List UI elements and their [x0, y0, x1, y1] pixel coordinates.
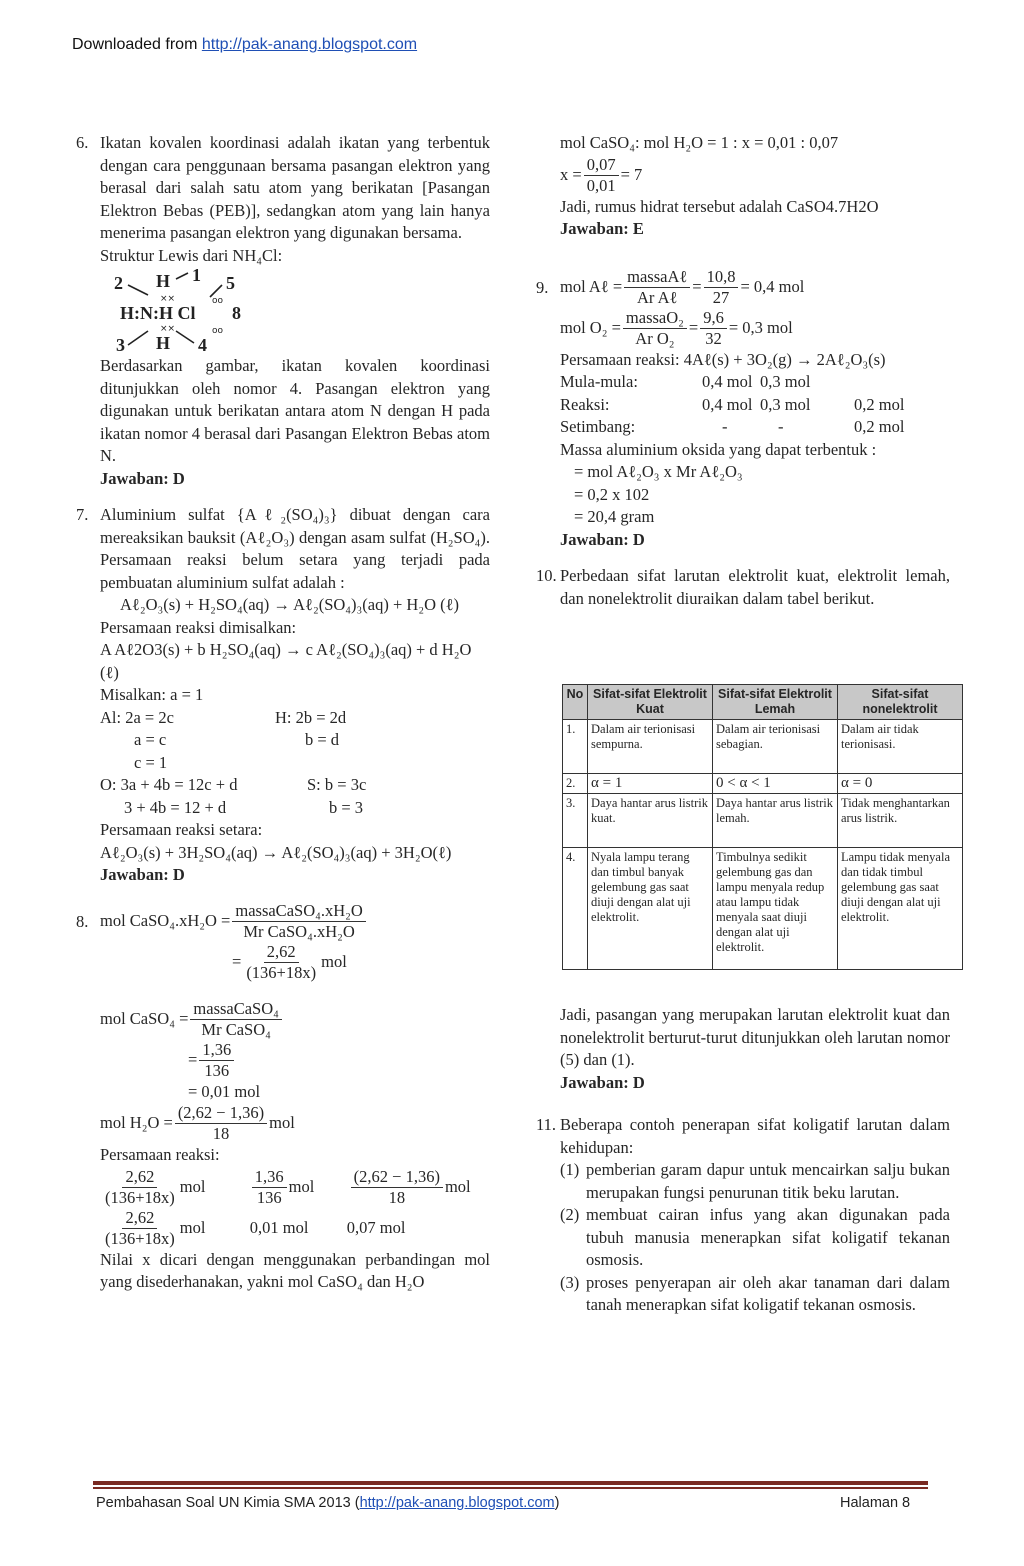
equation-mol-caso4-3: = 0,01 mol	[188, 1081, 261, 1101]
question-8	[76, 901, 490, 1294]
question-text: Aluminium sulfat {Aℓ₂(SO₄)₃} dibuat dengan cara mereaksikan bauksit (Aℓ₂O₃) dengan asam sulfat (H₂SO₄). Persamaan reaksi belum setara yang terjadi pada pembuatan aluminium sulfat adalah :	[100, 505, 490, 592]
question-text: Perbedaan sifat larutan elektrolit kuat, elektrolit lemah, dan nonelektrolit diuraikan dalam tabel berikut.	[560, 566, 950, 608]
question-9	[536, 267, 950, 552]
equation-unbalanced: Aℓ₂O₃(s) + H₂SO₄(aq) → Aℓ₂(SO₄)₃(aq) + H₂O (ℓ)	[120, 595, 459, 614]
table-cell: Daya hantar arus listrik kuat.	[588, 794, 713, 848]
table-row	[563, 794, 963, 848]
s-eq-1: S: b = 3c	[307, 775, 367, 794]
h-eq-2: b = d	[305, 730, 340, 749]
lewis-caption: Struktur Lewis dari NH₄Cl:	[100, 245, 283, 265]
left-column	[76, 132, 490, 1294]
question-10	[536, 565, 950, 610]
question-8-continued	[536, 132, 950, 241]
equation-mol-hydrate: mol CaSO₄.xH₂O = $\frac{\text{massaCaSO₄.xH₂O}}{\text{Mr CaSO₄.xH₂O}}$	[100, 901, 490, 942]
header-link[interactable]: http://pak-anang.blogspot.com	[201, 36, 418, 53]
equation-mol-hydrate-2: = $\frac{2,62}{(136+18x)}$ mol	[232, 941, 347, 982]
conclusion: Jadi, pasangan yang merupakan larutan elektrolit kuat dan nonelektrolit berturut-turut ditunjukkan oleh larutan nomor (5) dan (1).	[560, 1005, 950, 1069]
table-row	[563, 774, 963, 794]
line: Persamaan reaksi dimisalkan:	[100, 617, 297, 637]
answer: Jawaban: D	[560, 1072, 645, 1092]
mass-label: Massa aluminium oksida yang dapat terbentuk :	[560, 439, 877, 459]
lewis-label-1: 1	[192, 267, 201, 285]
footer-title	[96, 1495, 559, 1511]
reaction-row-1: $\frac{2,62}{(136+18x)}$ mol $\frac{1,36}{136}$ mol $\frac{(2,62 - 1,36)}{18}$ mol	[105, 1166, 471, 1207]
question-7	[76, 504, 490, 887]
lewis-structure-diagram	[108, 267, 268, 355]
table-row	[563, 848, 963, 970]
footer-rule-thin	[93, 1487, 928, 1489]
table-cell: Daya hantar arus listrik lemah.	[713, 794, 838, 848]
x-equation: x = $\frac{0,07}{0,01}$ = 7	[560, 154, 643, 195]
footer-text: Pembahasan Soal UN Kimia SMA 2013 (	[96, 1495, 360, 1511]
s-eq-2: b = 3	[329, 797, 364, 817]
table-cell: Timbulnya sedikit gelembung gas dan lampu menyala redup atau lampu tidak menyala saat diuji dengan alat uji elektrolit.	[713, 848, 838, 970]
svg-text:××: ××	[160, 324, 176, 334]
mol-ratio: mol CaSO₄: mol H₂O = 1 : x = 0,01 : 0,07	[560, 133, 839, 152]
table-header-row	[563, 685, 963, 720]
table-header: Sifat-sifat nonelektrolit	[838, 685, 963, 720]
table-cell: 0 < α < 1	[713, 774, 838, 794]
lewis-bottom-h: H	[156, 333, 171, 353]
table-cell: α = 1	[588, 774, 713, 794]
table-header: Sifat-sifat Elektrolit Kuat	[588, 685, 713, 720]
question-number: 11.	[536, 1115, 557, 1134]
page-number: Halaman 8	[840, 1495, 911, 1511]
o-eq-2: 3 + 4b = 12 + d	[124, 797, 227, 817]
footer-rule	[93, 1481, 928, 1485]
question-number: 9.	[536, 277, 549, 297]
table-cell: Lampu tidak menyala dan tidak timbul gelembung gas saat diuji dengan alat uji elektrolit.	[838, 848, 963, 970]
line: A Aℓ2O3(s) + b H₂SO₄(aq) → c Aℓ₂(SO₄)₃(aq) + d H₂O (ℓ)	[100, 640, 472, 682]
stoich-row: Reaksi: 0,4 mol 0,3 mol 0,2 mol	[560, 394, 905, 414]
mass-step: = mol Aℓ₂O₃ x Mr Aℓ₂O₃	[574, 462, 743, 481]
list-item: (1) pemberian garam dapur untuk mencairkan salju bukan merupakan fungsi penurunan titik beku larutan.	[560, 1160, 950, 1202]
table-header: No	[563, 685, 588, 720]
mass-step: = 0,2 x 102	[574, 484, 650, 504]
lewis-formula: H:N:H Cl	[120, 303, 196, 323]
equation-mol-o2: mol O₂ = $\frac{\text{massaO₂}}{\text{Ar O₂}}$ = $\frac{9,6}{32}$ = 0,3 mol	[560, 307, 793, 348]
stoich-row: Setimbang: - - 0,2 mol	[560, 417, 905, 436]
question-text: Ikatan kovalen koordinasi adalah ikatan yang terbentuk dengan cara penggunaan bersama pasangan elektron yang berasal dari salah satu atom yang berikatan [Pasangan Elektron Bebas (PEB)], sedangkan atom yang lain hanya menerima pasangan elektron yang digunakan bersama.	[100, 133, 490, 242]
question-6	[76, 132, 490, 490]
table-header: Sifat-sifat Elektrolit Lemah	[713, 685, 838, 720]
question-number: 6.	[76, 133, 89, 152]
o-eq-1: O: 3a + 4b = 12c + d	[100, 775, 238, 794]
al-eq-2: a = c	[134, 730, 167, 749]
question-number: 10.	[536, 566, 557, 585]
question-10-conclusion	[536, 1004, 950, 1094]
table-cell: 2.	[563, 774, 588, 794]
line: Misalkan: a = 1	[100, 685, 204, 704]
lewis-label-8: 8	[232, 303, 241, 323]
equation-mol-al: mol Aℓ = $\frac{\text{massaAℓ}}{\text{Ar Aℓ}}$ = $\frac{10,8}{27}$ = 0,4 mol	[560, 266, 805, 307]
lewis-label-5: 5	[226, 273, 235, 293]
al-eq-1: Al: 2a = 2c	[100, 707, 174, 727]
right-column-lower	[536, 1004, 950, 1317]
table-cell: 4.	[563, 848, 588, 970]
equation-mol-h2o: mol H₂O = $\frac{(2,62 - 1,36)}{18}$ mol	[100, 1103, 295, 1143]
table-cell: 1.	[563, 720, 588, 774]
lewis-top-h: H	[156, 271, 171, 291]
stoich-row: Mula-mula: 0,4 mol 0,3 mol	[560, 372, 811, 391]
table-cell: 3.	[563, 794, 588, 848]
lewis-label-3: 3	[116, 335, 125, 355]
table-row	[563, 720, 963, 774]
line: Persamaan reaksi setara:	[100, 820, 263, 839]
question-number: 8.	[76, 911, 89, 931]
table-cell: Nyala lampu terang dan timbul banyak gelembung gas saat diuji dengan alat uji elektrolit.	[588, 848, 713, 970]
answer: Jawaban: D	[100, 865, 185, 884]
svg-text:oo: oo	[212, 326, 224, 336]
list-item: (3) proses penyerapan air oleh akar tanaman dari dalam tanah menerapkan sifat koligatif tekanan osmosis.	[560, 1272, 950, 1314]
svg-text:××: ××	[160, 294, 176, 304]
table-cell: Tidak menghantarkan arus listrik.	[838, 794, 963, 848]
reaction-equation: Persamaan reaksi: 4Aℓ(s) + 3O₂(g) → 2Aℓ₂O₃(s)	[560, 349, 886, 369]
table-cell: Dalam air tidak terionisasi.	[838, 720, 963, 774]
table-cell: Dalam air terionisasi sempurna.	[588, 720, 713, 774]
footer-link[interactable]: http://pak-anang.blogspot.com	[359, 1495, 555, 1511]
table-cell: Dalam air terionisasi sebagian.	[713, 720, 838, 774]
mass-step: = 20,4 gram	[574, 507, 655, 526]
reaction-label: Persamaan reaksi:	[100, 1145, 220, 1164]
question-text: Nilai x dicari dengan menggunakan perbandingan mol yang disederhanakan, yakni mol CaSO₄ dan H₂O	[100, 1249, 490, 1291]
right-column	[536, 132, 950, 610]
lewis-label-4: 4	[198, 335, 207, 355]
explanation: Berdasarkan gambar, ikatan kovalen koordinasi ditunjukkan oleh nomor 4. Pasangan elektron yang digunakan untuk berikatan antara atom N dengan H pada ikatan nomor 4 berasal dari Pasangan Elektron Bebas atom N.	[100, 356, 490, 465]
equation-mol-caso4: mol CaSO₄ = $\frac{\text{massaCaSO₄}}{\text{Mr CaSO₄}}$	[100, 999, 490, 1040]
answer: Jawaban: D	[100, 468, 185, 488]
answer: Jawaban: E	[560, 219, 644, 238]
al-eq-3: c = 1	[134, 752, 168, 772]
question-11	[536, 1114, 950, 1317]
question-text: Beberapa contoh penerapan sifat koligatif larutan dalam kehidupan:	[560, 1115, 950, 1157]
download-header	[72, 36, 417, 54]
question-number: 7.	[76, 505, 89, 524]
equation-balanced: Aℓ₂O₃(s) + 3H₂SO₄(aq) → Aℓ₂(SO₄)₃(aq) + 3H₂O(ℓ)	[100, 842, 452, 862]
equation-mol-caso4-2: = $\frac{1,36}{136}$	[100, 1040, 490, 1081]
conclusion: Jadi, rumus hidrat tersebut adalah CaSO4.7H2O	[560, 196, 879, 216]
footer-text-close: )	[554, 1495, 560, 1511]
list-item: (2) membuat cairan infus yang akan digunakan pada tubuh manusia menerapkan sifat koligatif tekanan osmosis.	[560, 1205, 950, 1269]
lewis-label-2: 2	[114, 273, 123, 293]
answer: Jawaban: D	[560, 529, 645, 549]
electrolyte-table	[562, 684, 963, 970]
svg-text:oo: oo	[212, 296, 224, 306]
reaction-row-2: $\frac{2,62}{(136+18x)}$ mol 0,01 mol 0,07 mol	[105, 1207, 406, 1248]
h-eq-1: H: 2b = 2d	[275, 707, 347, 727]
header-prefix: Downloaded from	[72, 36, 202, 53]
table-cell: α = 0	[838, 774, 963, 794]
